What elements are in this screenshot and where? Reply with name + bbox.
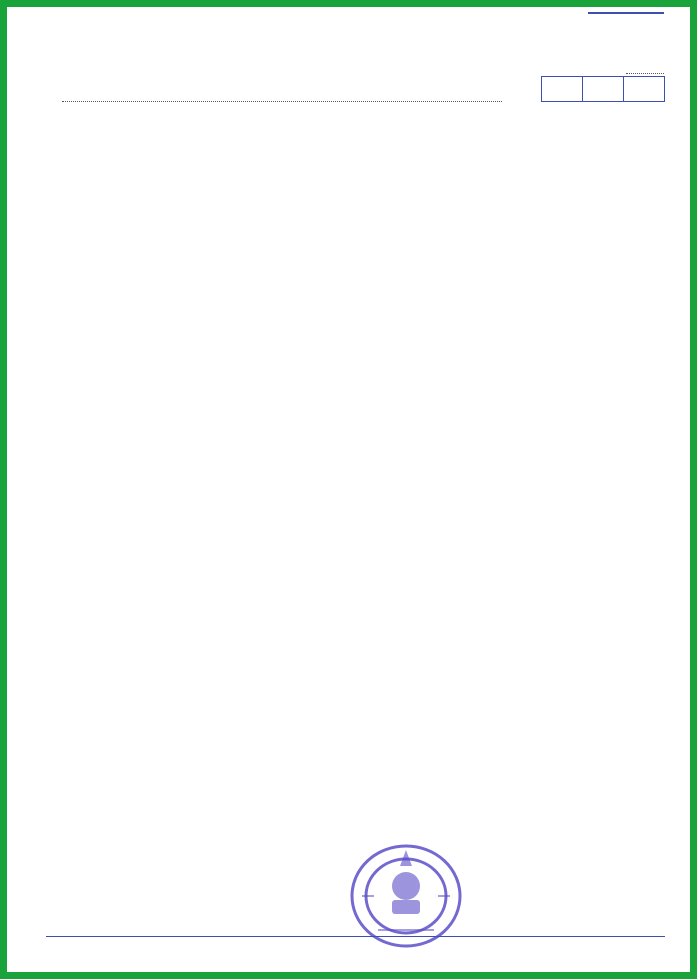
school-seal-stamp [348, 838, 466, 950]
footer-rule [46, 936, 665, 937]
header-mark [588, 12, 664, 14]
title-line [62, 101, 502, 102]
number-line [626, 73, 664, 74]
date-boxes [542, 76, 665, 102]
notebook-page [7, 7, 690, 972]
